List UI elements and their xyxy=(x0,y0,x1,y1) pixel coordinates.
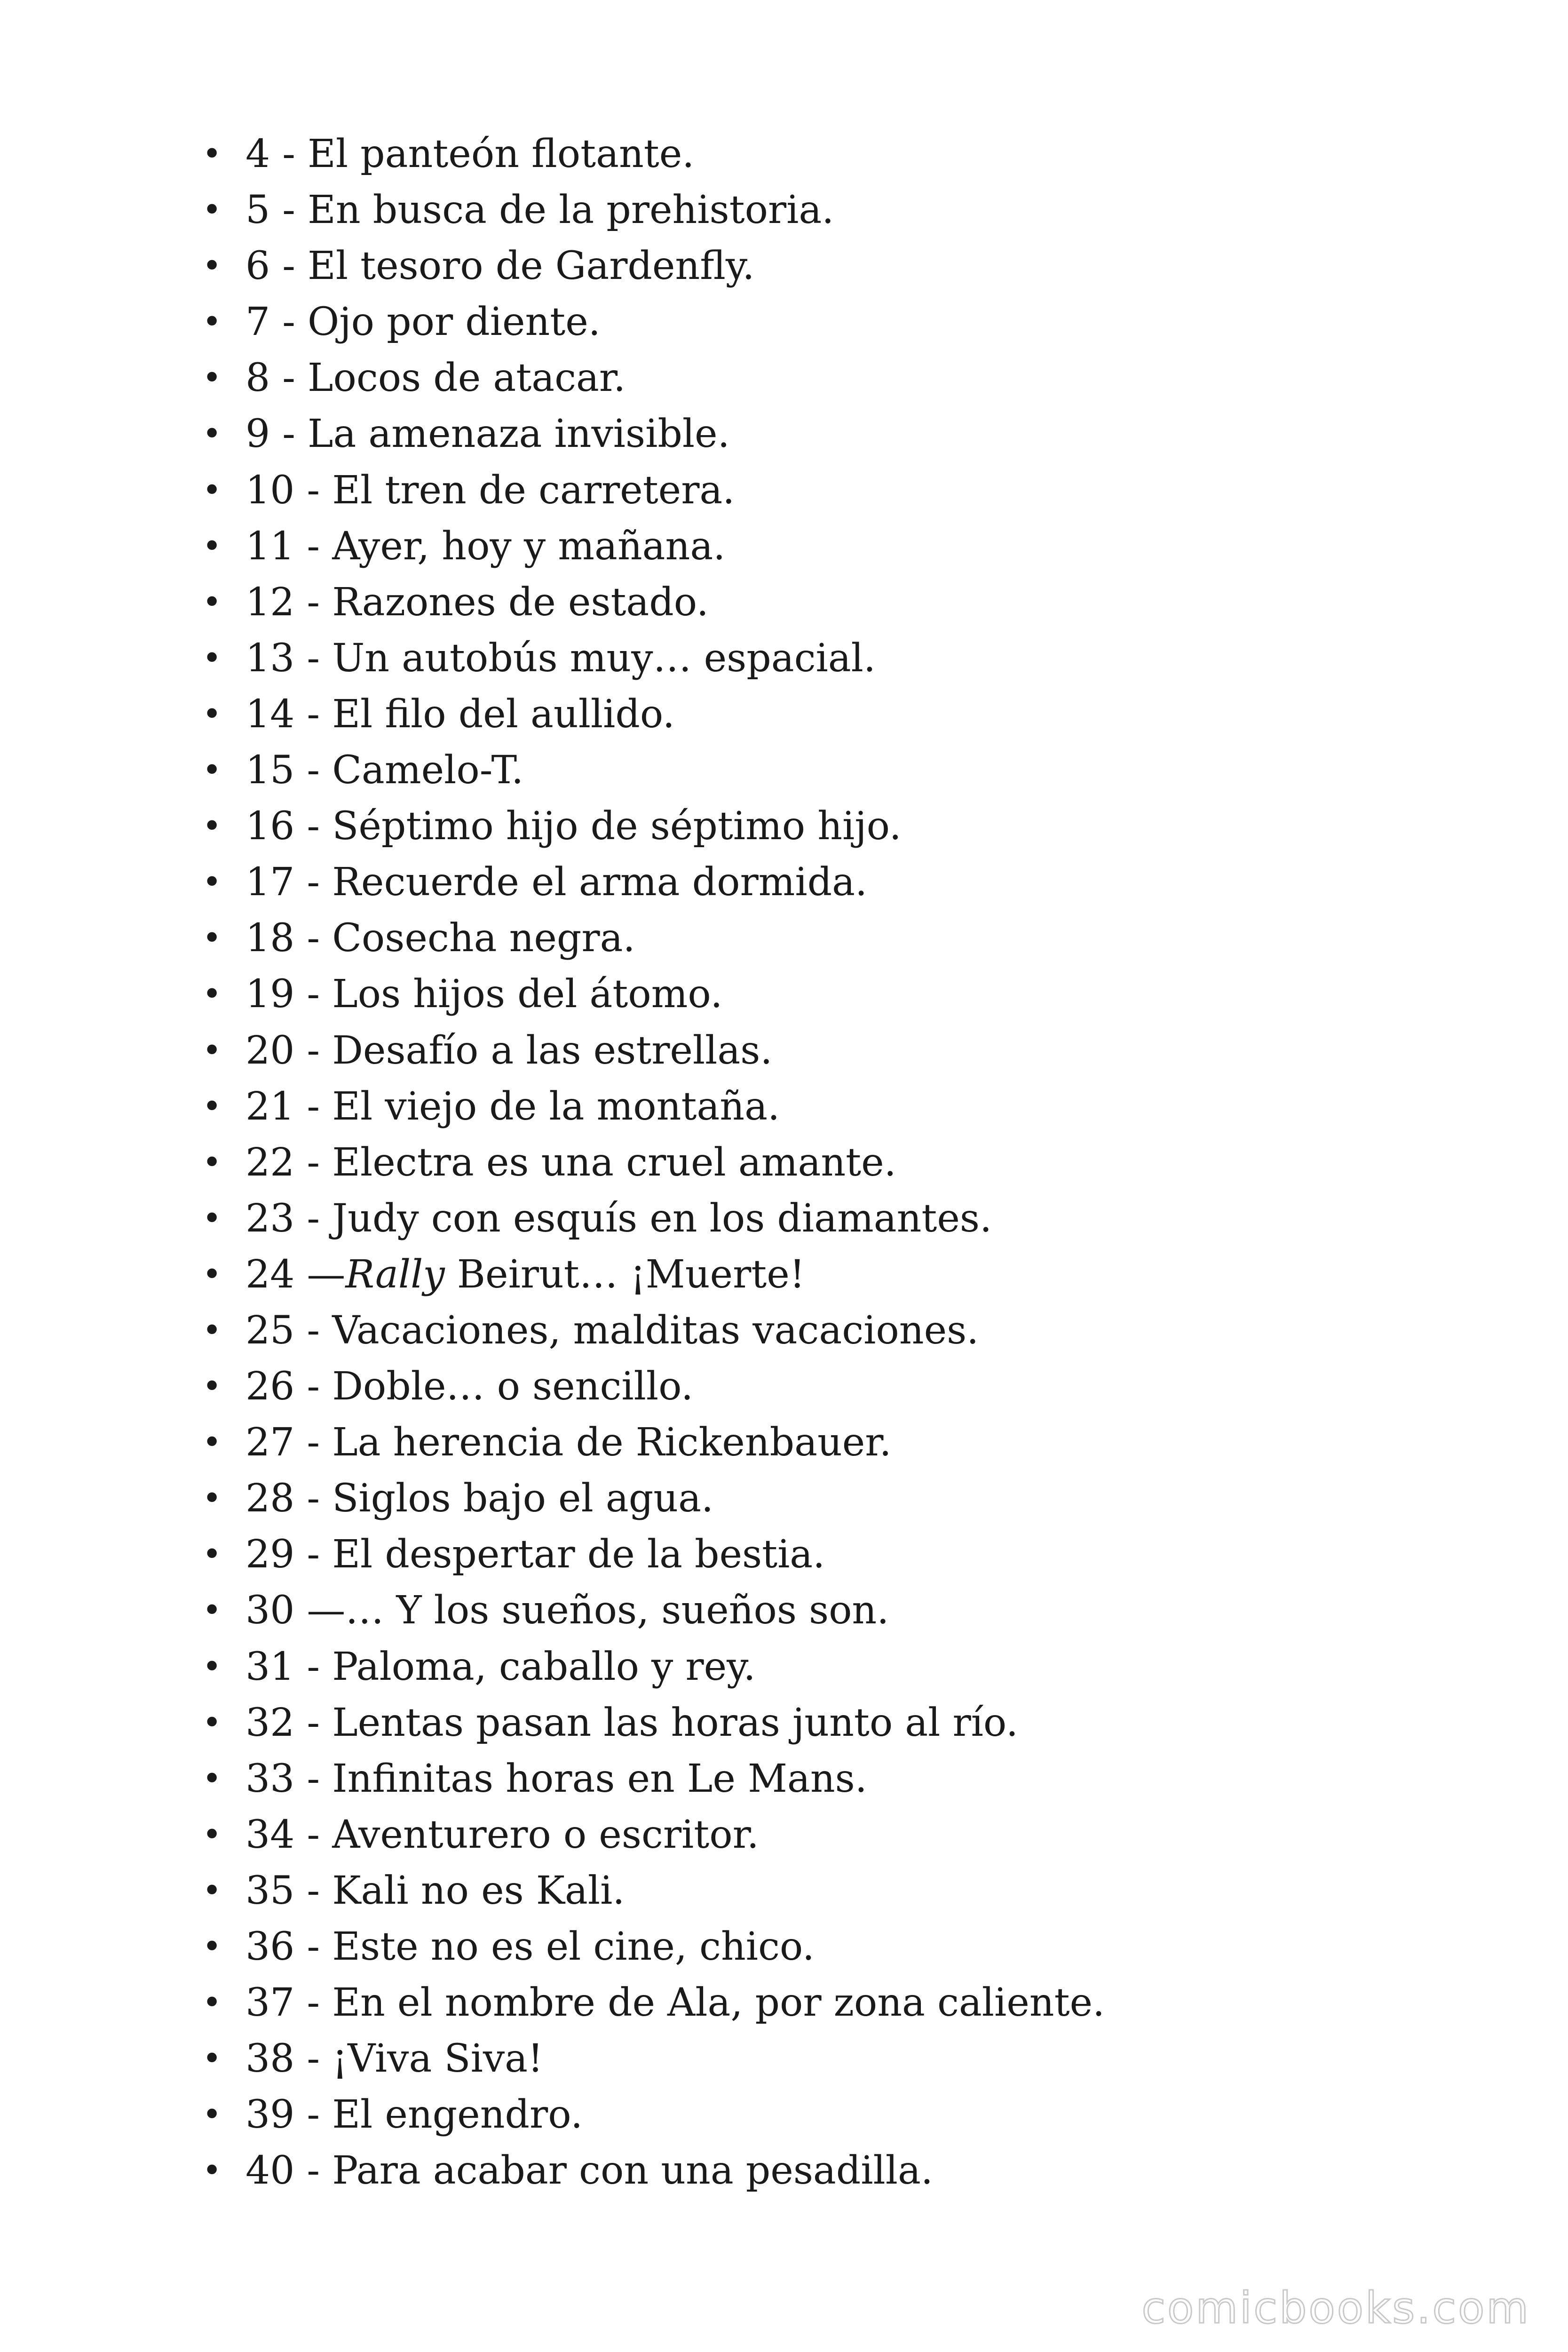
episode-title: Los hijos del átomo. xyxy=(332,972,723,1017)
bullet-icon: • xyxy=(202,1423,222,1462)
bullet-icon: • xyxy=(202,1983,222,2022)
list-item xyxy=(202,742,1472,798)
list-item xyxy=(202,1303,1472,1359)
list-item xyxy=(202,574,1472,630)
episode-number: 24 xyxy=(245,1252,295,1297)
list-item xyxy=(202,238,1472,294)
episode-number: 4 xyxy=(245,132,270,176)
episode-title: La amenaza invisible. xyxy=(308,412,730,457)
episode-title-italic: Rally xyxy=(345,1252,445,1297)
episode-separator: — xyxy=(294,1588,346,1633)
list-item xyxy=(202,1414,1472,1470)
episode-separator: - xyxy=(294,2036,333,2082)
episode-title: Camelo-T. xyxy=(332,748,524,793)
episode-title: Locos de atacar. xyxy=(308,356,626,401)
episode-number: 8 xyxy=(245,356,270,401)
list-item xyxy=(202,1582,1472,1638)
bullet-icon: • xyxy=(202,1703,222,1742)
episode-title: Infinitas horas en Le Mans. xyxy=(332,1756,867,1801)
list-item xyxy=(202,1135,1472,1191)
episode-separator: - xyxy=(294,1308,333,1353)
episode-separator: - xyxy=(270,356,308,401)
episode-number: 20 xyxy=(245,1028,295,1073)
episode-separator: - xyxy=(294,1476,333,1521)
list-item xyxy=(202,1919,1472,1975)
episode-separator: - xyxy=(294,468,333,513)
bullet-icon: • xyxy=(202,1871,222,1910)
episode-number: 30 xyxy=(245,1588,295,1633)
bullet-icon: • xyxy=(202,191,222,230)
list-item xyxy=(202,686,1472,742)
list-item xyxy=(202,1023,1472,1079)
bullet-icon: • xyxy=(202,414,222,453)
bullet-icon: • xyxy=(202,135,222,173)
episode-number: 9 xyxy=(245,412,270,457)
episode-title: El tren de carretera. xyxy=(332,468,735,513)
bullet-icon: • xyxy=(202,694,222,733)
bullet-icon: • xyxy=(202,582,222,621)
episode-number: 25 xyxy=(245,1308,295,1353)
bullet-icon: • xyxy=(202,1815,222,1854)
episode-separator: - xyxy=(294,1812,333,1857)
episode-number: 35 xyxy=(245,1868,295,1913)
bullet-icon: • xyxy=(202,302,222,342)
episode-number: 28 xyxy=(245,1476,295,1521)
list-item xyxy=(202,630,1472,686)
episode-title: Judy con esquís en los diamantes. xyxy=(332,1196,992,1241)
list-item xyxy=(202,1975,1472,2031)
episode-number: 21 xyxy=(245,1084,295,1129)
episode-number: 10 xyxy=(245,468,295,513)
list-item xyxy=(202,2143,1472,2199)
bullet-icon: • xyxy=(202,1759,222,1798)
episode-separator: - xyxy=(294,1196,333,1241)
episode-title: Siglos bajo el agua. xyxy=(332,1476,714,1521)
episode-separator: - xyxy=(294,1532,333,1577)
episode-separator: — xyxy=(294,1252,346,1297)
list-item xyxy=(202,966,1472,1022)
episode-number: 15 xyxy=(245,748,295,793)
episode-title: El panteón flotante. xyxy=(308,132,695,176)
episode-title: En busca de la prehistoria. xyxy=(308,188,834,233)
bullet-icon: • xyxy=(202,863,222,902)
list-item xyxy=(202,2031,1472,2087)
episode-number: 32 xyxy=(245,1700,295,1745)
episode-title: Este no es el cine, chico. xyxy=(332,1924,815,1969)
episode-title: En el nombre de Ala, por zona caliente. xyxy=(332,1980,1105,2026)
watermark: comicbooks.com xyxy=(1141,2283,1530,2333)
bullet-icon: • xyxy=(202,1031,222,1070)
list-item xyxy=(202,1470,1472,1526)
episode-separator: - xyxy=(294,1644,333,1689)
list-item xyxy=(202,1807,1472,1863)
bullet-icon: • xyxy=(202,1647,222,1686)
episode-separator: - xyxy=(294,1980,333,2026)
list-item xyxy=(202,182,1472,238)
bullet-icon: • xyxy=(202,526,222,565)
episode-separator: - xyxy=(294,804,333,849)
episode-number: 33 xyxy=(245,1756,295,1801)
episode-separator: - xyxy=(294,2092,333,2137)
episode-number: 14 xyxy=(245,691,295,737)
episode-number: 6 xyxy=(245,244,270,289)
list-item xyxy=(202,1079,1472,1135)
episode-separator: - xyxy=(270,300,308,345)
episode-title: La herencia de Rickenbauer. xyxy=(332,1420,892,1465)
list-item xyxy=(202,1751,1472,1807)
episode-separator: - xyxy=(270,244,308,289)
bullet-icon: • xyxy=(202,638,222,677)
episode-title: Para acabar con una pesadilla. xyxy=(332,2148,933,2193)
list-item xyxy=(202,1863,1472,1919)
bullet-icon: • xyxy=(202,1479,222,1518)
list-item xyxy=(202,1359,1472,1414)
episode-title: El filo del aullido. xyxy=(332,691,675,737)
bullet-icon: • xyxy=(202,1087,222,1126)
episode-number: 11 xyxy=(245,524,295,569)
episode-separator: - xyxy=(270,412,308,457)
list-item xyxy=(202,1191,1472,1247)
list-item xyxy=(202,1526,1472,1582)
bullet-icon: • xyxy=(202,2151,222,2190)
episode-number: 27 xyxy=(245,1420,295,1465)
list-item xyxy=(202,406,1472,462)
episode-number: 38 xyxy=(245,2036,295,2082)
episode-separator: - xyxy=(294,1924,333,1969)
episode-number: 36 xyxy=(245,1924,295,1969)
episode-separator: - xyxy=(294,524,333,569)
bullet-icon: • xyxy=(202,470,222,509)
list-item xyxy=(202,462,1472,518)
bullet-icon: • xyxy=(202,1199,222,1238)
episode-number: 23 xyxy=(245,1196,295,1241)
episode-separator: - xyxy=(294,636,333,681)
episode-number: 40 xyxy=(245,2148,295,2193)
bullet-icon: • xyxy=(202,975,222,1014)
episode-number: 5 xyxy=(245,188,270,233)
episode-separator: - xyxy=(294,748,333,793)
bullet-icon: • xyxy=(202,246,222,286)
list-item xyxy=(202,294,1472,350)
episode-separator: - xyxy=(294,1700,333,1745)
bullet-icon: • xyxy=(202,1591,222,1630)
episode-number: 29 xyxy=(245,1532,295,1577)
bullet-icon: • xyxy=(202,2095,222,2134)
episode-number: 18 xyxy=(245,916,295,961)
episode-separator: - xyxy=(294,1420,333,1465)
episode-number: 17 xyxy=(245,860,295,905)
list-item xyxy=(202,798,1472,854)
episode-separator: - xyxy=(294,1364,333,1409)
episode-title: El despertar de la bestia. xyxy=(332,1532,825,1577)
bullet-icon: • xyxy=(202,1143,222,1182)
episode-number: 39 xyxy=(245,2092,295,2137)
episode-title: Beirut… ¡Muerte! xyxy=(444,1252,805,1297)
list-item xyxy=(202,910,1472,966)
episode-title: Desafío a las estrellas. xyxy=(332,1028,773,1073)
episode-title: El tesoro de Gardenfly. xyxy=(308,244,755,289)
episode-separator: - xyxy=(294,2148,333,2193)
bullet-icon: • xyxy=(202,1367,222,1406)
bullet-icon: • xyxy=(202,919,222,958)
episode-separator: - xyxy=(294,1868,333,1913)
bullet-icon: • xyxy=(202,358,222,397)
episode-title: Kali no es Kali. xyxy=(332,1868,625,1913)
list-item xyxy=(202,2087,1472,2143)
episode-title: … Y los sueños, sueños son. xyxy=(345,1588,889,1633)
episode-separator: - xyxy=(270,132,308,176)
episode-title: Paloma, caballo y rey. xyxy=(332,1644,756,1689)
episode-number: 13 xyxy=(245,636,295,681)
episode-separator: - xyxy=(294,1140,333,1185)
episode-number: 16 xyxy=(245,804,295,849)
episode-number: 31 xyxy=(245,1644,295,1689)
episode-number: 12 xyxy=(245,580,295,625)
episode-separator: - xyxy=(294,691,333,737)
episode-title: Doble… o sencillo. xyxy=(332,1364,694,1409)
episode-title: Ayer, hoy y mañana. xyxy=(332,524,726,569)
episode-separator: - xyxy=(294,1084,333,1129)
episode-separator: - xyxy=(294,860,333,905)
list-item xyxy=(202,350,1472,406)
list-item xyxy=(202,854,1472,910)
episode-title: Aventurero o escritor. xyxy=(332,1812,759,1857)
bullet-icon: • xyxy=(202,1255,222,1294)
episode-number: 7 xyxy=(245,300,270,345)
episode-number: 26 xyxy=(245,1364,295,1409)
episode-separator: - xyxy=(294,1028,333,1073)
episode-title: ¡Viva Siva! xyxy=(332,2036,543,2082)
episode-separator: - xyxy=(294,972,333,1017)
episode-list xyxy=(202,126,1472,2199)
episode-title: Electra es una cruel amante. xyxy=(332,1140,896,1185)
episode-title: Ojo por diente. xyxy=(308,300,601,345)
episode-title: Séptimo hijo de séptimo hijo. xyxy=(332,804,902,849)
episode-title: Cosecha negra. xyxy=(332,916,635,961)
episode-separator: - xyxy=(294,580,333,625)
episode-title: Vacaciones, malditas vacaciones. xyxy=(332,1308,979,1353)
bullet-icon: • xyxy=(202,807,222,846)
list-item xyxy=(202,518,1472,574)
list-item xyxy=(202,1247,1472,1303)
episode-separator: - xyxy=(294,916,333,961)
bullet-icon: • xyxy=(202,1311,222,1350)
bullet-icon: • xyxy=(202,1927,222,1966)
episode-separator: - xyxy=(270,188,308,233)
episode-number: 37 xyxy=(245,1980,295,2026)
episode-number: 22 xyxy=(245,1140,295,1185)
episode-separator: - xyxy=(294,1756,333,1801)
episode-title: El engendro. xyxy=(332,2092,583,2137)
list-item xyxy=(202,1639,1472,1695)
bullet-icon: • xyxy=(202,2039,222,2078)
episode-number: 34 xyxy=(245,1812,295,1857)
episode-title: El viejo de la montaña. xyxy=(332,1084,780,1129)
episode-title: Razones de estado. xyxy=(332,580,709,625)
bullet-icon: • xyxy=(202,751,222,790)
list-item xyxy=(202,1695,1472,1751)
list-item xyxy=(202,126,1472,182)
episode-title: Un autobús muy… espacial. xyxy=(332,636,876,681)
episode-title: Recuerde el arma dormida. xyxy=(332,860,868,905)
episode-number: 19 xyxy=(245,972,295,1017)
episode-title: Lentas pasan las horas junto al río. xyxy=(332,1700,1018,1745)
bullet-icon: • xyxy=(202,1535,222,1574)
